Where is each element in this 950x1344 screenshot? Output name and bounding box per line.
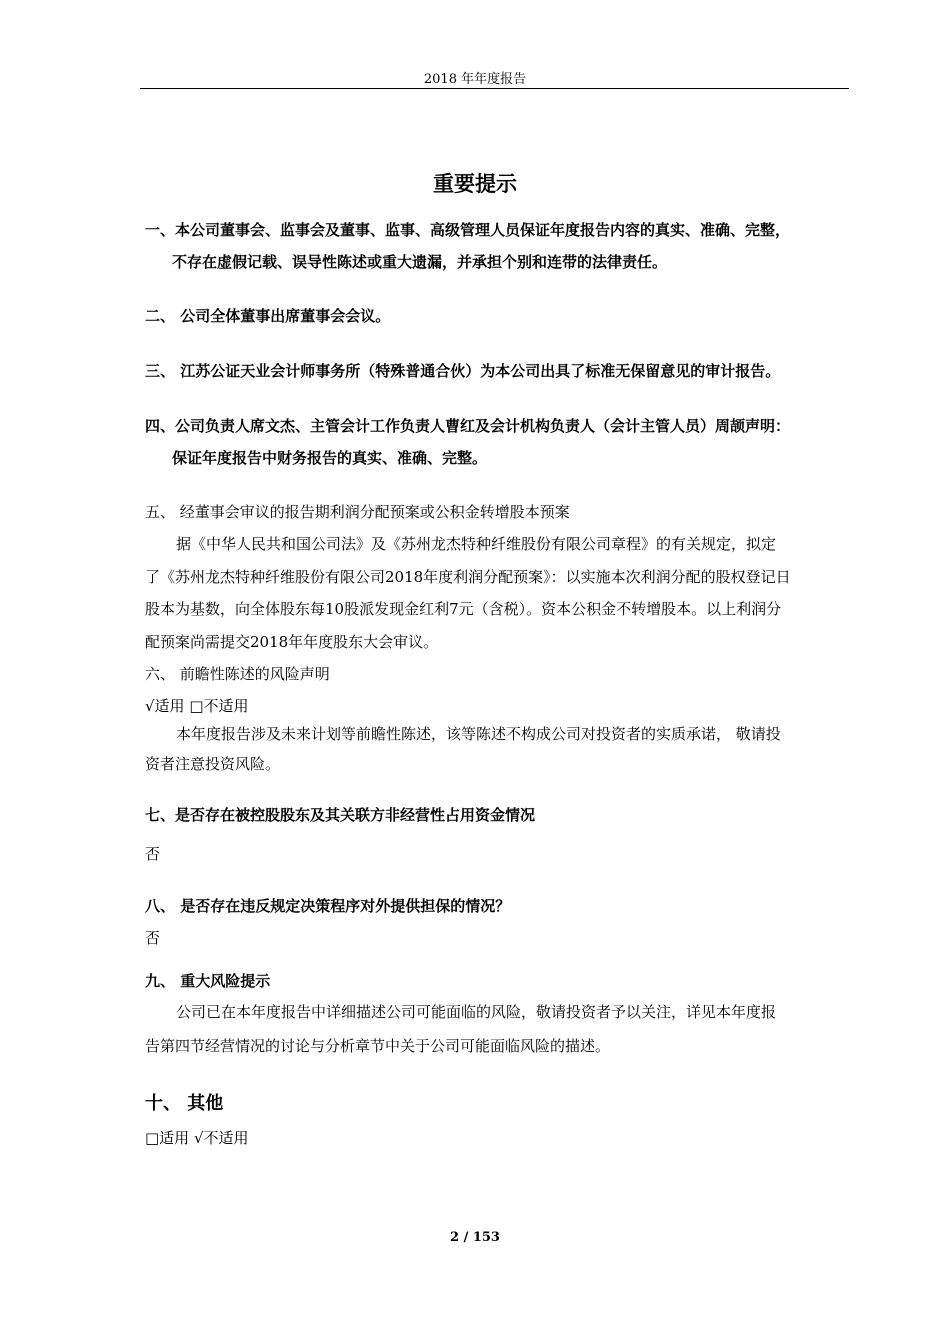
section-5-para-line-2: 了《苏州龙杰特种纤维股份有限公司2018年度利润分配预案》：以实施本次利润分配的股权登记日 [145, 568, 791, 586]
section-6-applicability: √适用 □不适用 [145, 697, 249, 715]
section-10-heading: 十、 其他 [145, 1093, 224, 1114]
section-5-para-line-4: 配预案尚需提交2018年年度股东大会审议。 [145, 633, 439, 651]
section-9-para-line-2: 告第四节经营情况的讨论与分析章节中关于公司可能面临风险的描述。 [145, 1037, 611, 1055]
running-header: 2018 年年度报告 [423, 72, 527, 87]
section-4-line-1: 四、公司负责人席文杰、主管会计工作负责人曹红及会计机构负责人（会计主管人员）周颉声明： [145, 417, 791, 435]
page-number: 2 / 153 [450, 1230, 500, 1245]
section-1-line-1: 一、本公司董事会、监事会及董事、监事、高级管理人员保证年度报告内容的真实、准确、完整， [145, 221, 791, 239]
section-3: 三、 江苏公证天业会计师事务所（特殊普通合伙）为本公司出具了标准无保留意见的审计报告。 [145, 362, 781, 380]
section-1-line-2: 不存在虚假记载、误导性陈述或重大遗漏，并承担个别和连带的法律责任。 [172, 253, 668, 271]
section-4-line-2: 保证年度报告中财务报告的真实、准确、完整。 [172, 449, 488, 467]
section-5-para-line-3: 股本为基数，向全体股东每10股派发现金红利7元（含税）。资本公积金不转增股本。以上利润分 [145, 600, 782, 618]
header-rule [140, 88, 849, 89]
section-8-heading: 八、 是否存在违反规定决策程序对外提供担保的情况？ [145, 897, 511, 915]
section-5-heading: 五、 经董事会审议的报告期利润分配预案或公积金转增股本预案 [145, 503, 570, 521]
section-7-heading: 七、是否存在被控股股东及其关联方非经营性占用资金情况 [145, 806, 536, 824]
section-9-heading: 九、 重大风险提示 [145, 972, 271, 990]
page-title: 重要提示 [433, 172, 517, 196]
section-6-para-line-2: 资者注意投资风险。 [145, 755, 281, 773]
section-5-para-line-1: 据《中华人民共和国公司法》及《苏州龙杰特种纤维股份有限公司章程》的有关规定，拟定 [176, 535, 777, 553]
section-6-para-line-1: 本年度报告涉及未来计划等前瞻性陈述，该等陈述不构成公司对投资者的实质承诺， 敬请投 [176, 725, 781, 743]
section-2: 二、 公司全体董事出席董事会会议。 [145, 307, 391, 325]
section-8-answer: 否 [145, 929, 161, 947]
section-6-heading: 六、 前瞻性陈述的风险声明 [145, 665, 330, 683]
section-7-answer: 否 [145, 845, 161, 863]
section-10-applicability: □适用 √不适用 [145, 1129, 249, 1147]
section-9-para-line-1: 公司已在本年度报告中详细描述公司可能面临的风险，敬请投资者予以关注，详见本年度报 [176, 1003, 777, 1021]
